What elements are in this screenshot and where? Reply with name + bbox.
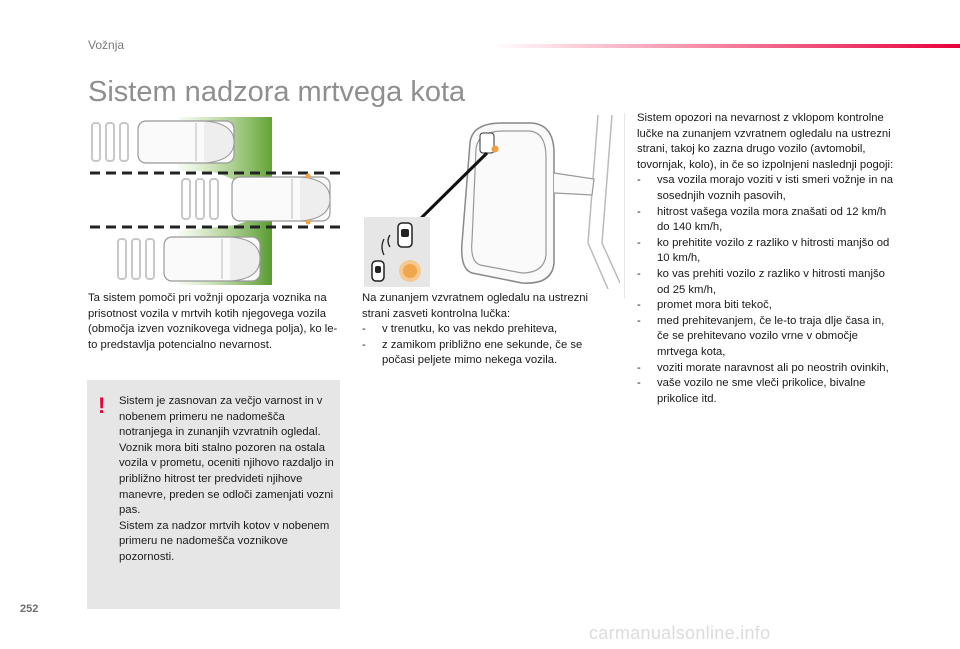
- blind-spot-lanes-illustration: [86, 113, 342, 289]
- mirror-description: [362, 291, 612, 369]
- column-separator: [624, 113, 625, 299]
- section-label: Vožnja: [88, 38, 125, 52]
- footer-watermark: carmanualsonline.info: [589, 623, 771, 643]
- mirror-indicator-illustration: [362, 113, 620, 289]
- list-item: - hitrost vašega vozila mora znašati od 12 km/h do 140 km/h,: [637, 205, 895, 236]
- header-accent-line: [490, 44, 960, 48]
- van-upper: [138, 121, 234, 163]
- list-item: - z zamikom približno ene sekunde, če se počasi peljete mimo nekega vozila.: [362, 338, 612, 369]
- mirror-housing: [462, 123, 554, 283]
- list-item: - vaše vozilo ne sme vleči prikolice, bivalne prikolice itd.: [637, 376, 895, 407]
- conditions-list: [637, 173, 895, 407]
- conditions-block: [637, 111, 895, 407]
- list-item: - promet mora biti tekoč,: [637, 298, 895, 314]
- exclamation-icon: !: [98, 393, 106, 418]
- list-item: - ko prehitite vozilo z razliko v hitrosti manjšo od 10 km/h,: [637, 236, 895, 267]
- warning-text: [119, 394, 339, 566]
- mirror-intro: Na zunanjem vzvratnem ogledalu na ustrezni strani zasveti kontrolna lučka:: [362, 292, 589, 320]
- list-item: - v trenutku, ko vas nekdo prehiteva,: [362, 322, 612, 338]
- list-item: - med prehitevanjem, če le-to traja dlje časa in, če se prehitevano vozilo vrne v območje mrtvega kota,: [637, 314, 895, 361]
- intro-paragraph: Ta sistem pomoči pri vožnji opozarja voznika na prisotnost vozila v mrtvih kotih njegovega vozila (območja izven voznikovega vidnega polja), ko le-to predstavlja potencialno nevarnost.: [88, 292, 338, 351]
- mirror-list: [362, 322, 612, 369]
- list-item: - vsa vozila morajo voziti v isti smeri vožnje in na sosednjih voznih pasovih,: [637, 173, 895, 204]
- page-title: Sistem nadzora mrtvega kota: [88, 76, 466, 108]
- warning-paragraph: Sistem je zasnovan za večjo varnost in v nobenem primeru ne nadomešča notranjega in zunanjih vzvratnih ogledal. Voznik mora biti stalno pozoren na ostala vozila v prometu, oceniti njihovo razdaljo in približno hitrost ter predvideti njihove manevre, preden se odloči zamenjati vozni pas.: [119, 395, 334, 517]
- list-item: - voziti morate naravnost ali po neostrih ovinkih,: [637, 361, 895, 377]
- conditions-intro: Sistem opozori na nevarnost z vklopom kontrolne lučke na zunanjem vzvratnem ogledalu na ustrezni strani, takoj ko zazna drugo vozilo (avtomobil, tovornjak, kolo), in če so izpolnjeni naslednji pogoji:: [637, 112, 894, 171]
- page-number: 252: [20, 603, 39, 615]
- van-lower: [164, 237, 260, 281]
- van-own: [232, 174, 330, 225]
- list-item: - ko vas prehiti vozilo z razliko v hitrosti manjšo od 25 km/h,: [637, 267, 895, 298]
- warning-paragraph: Sistem za nadzor mrtvih kotov v nobenem primeru ne nadomešča voznikove pozornosti.: [119, 519, 330, 563]
